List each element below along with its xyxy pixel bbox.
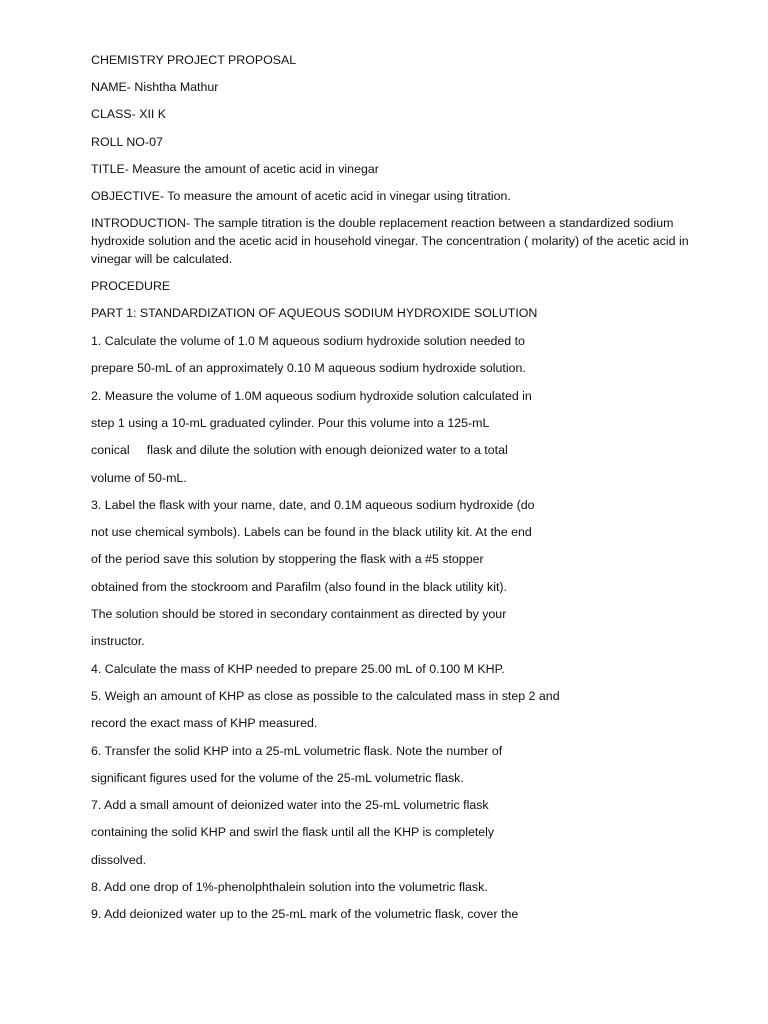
procedure-step-line: containing the solid KHP and swirl the flask until all the KHP is completely [91, 825, 495, 839]
procedure-step-line: volume of 50-mL. [91, 471, 187, 485]
procedure-step-line: 7. Add a small amount of deionized water into the 25-mL volumetric flask [91, 798, 489, 812]
procedure-step-line: instructor. [91, 634, 145, 648]
document-heading: CHEMISTRY PROJECT PROPOSAL [91, 53, 297, 67]
project-title: TITLE- Measure the amount of acetic acid in vinegar [91, 162, 379, 176]
procedure-step-line: 3. Label the flask with your name, date, and 0.1M aqueous sodium hydroxide (do [91, 498, 535, 512]
procedure-step-line: not use chemical symbols). Labels can be found in the black utility kit. At the end [91, 525, 532, 539]
procedure-step-line: 8. Add one drop of 1%-phenolphthalein solution into the volumetric flask. [91, 880, 488, 894]
procedure-step-line: The solution should be stored in secondary containment as directed by your [91, 607, 507, 621]
procedure-step-line: dissolved. [91, 853, 147, 867]
procedure-step-line: obtained from the stockroom and Parafilm (also found in the black utility kit). [91, 580, 507, 594]
procedure-step-line: 9. Add deionized water up to the 25-mL mark of the volumetric flask, cover the [91, 907, 519, 921]
procedure-step-line: prepare 50-mL of an approximately 0.10 M aqueous sodium hydroxide solution. [91, 361, 526, 375]
procedure-step-line: 6. Transfer the solid KHP into a 25-mL volumetric flask. Note the number of [91, 744, 503, 758]
procedure-step-line: conical flask and dilute the solution with enough deionized water to a total [91, 443, 508, 457]
procedure-step-line: significant figures used for the volume of the 25-mL volumetric flask. [91, 771, 464, 785]
procedure-heading: PROCEDURE [91, 279, 171, 293]
student-class: CLASS- XII K [91, 107, 167, 121]
procedure-step-line: of the period save this solution by stoppering the flask with a #5 stopper [91, 552, 484, 566]
procedure-step-line: record the exact mass of KHP measured. [91, 716, 318, 730]
procedure-step-line: 1. Calculate the volume of 1.0 M aqueous sodium hydroxide solution needed to [91, 334, 525, 348]
procedure-step-line: 2. Measure the volume of 1.0M aqueous sodium hydroxide solution calculated in [91, 389, 532, 403]
student-name: NAME- Nishtha Mathur [91, 80, 219, 94]
roll-number: ROLL NO-07 [91, 135, 163, 149]
procedure-step-line: 4. Calculate the mass of KHP needed to prepare 25.00 mL of 0.100 M KHP. [91, 662, 505, 676]
procedure-step-line: step 1 using a 10-mL graduated cylinder. Pour this volume into a 125-mL [91, 416, 490, 430]
part1-heading: PART 1: STANDARDIZATION OF AQUEOUS SODIUM HYDROXIDE SOLUTION [91, 306, 538, 320]
introduction-paragraph: INTRODUCTION- The sample titration is the double replacement reaction between a standardized sodium hydroxide solution and the acetic acid in household vinegar. The concentration ( molarity) of the acetic acid in vinegar will be calculated. [91, 216, 689, 266]
procedure-step-line: 5. Weigh an amount of KHP as close as possible to the calculated mass in step 2 and [91, 689, 560, 703]
project-objective: OBJECTIVE- To measure the amount of acetic acid in vinegar using titration. [91, 189, 511, 203]
